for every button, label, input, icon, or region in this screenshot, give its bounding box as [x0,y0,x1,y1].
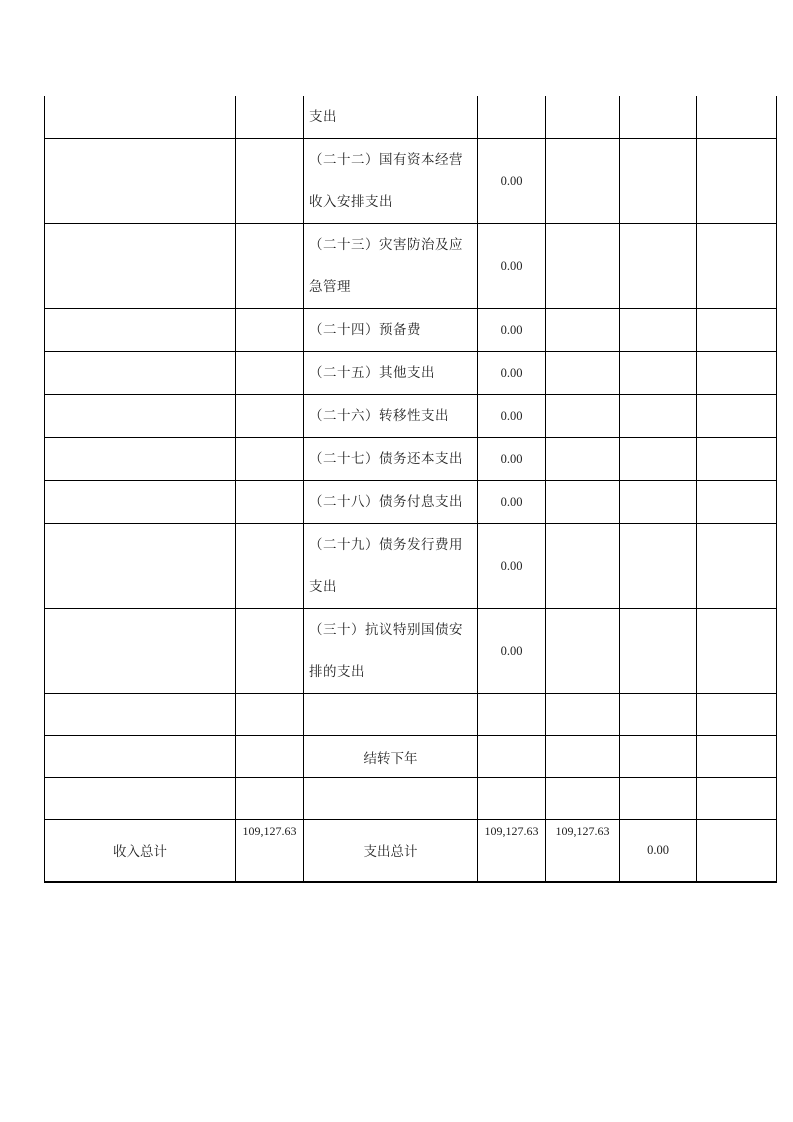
empty-cell [620,736,697,778]
expense-total-label: 支出总计 [304,820,478,882]
expense-total-value: 109,127.63 [478,820,546,882]
table-row [45,481,777,524]
empty-cell [546,778,620,820]
empty-cell [620,438,697,481]
expense-item-name: （二十三）灾害防治及应急管理 [304,224,478,309]
empty-cell [620,395,697,438]
empty-cell [620,524,697,609]
income-amount-cell [236,524,304,609]
expense-item-name: 支出 [304,96,478,139]
empty-cell [620,694,697,736]
empty-cell [236,736,304,778]
table-row [45,395,777,438]
table-row [45,524,777,609]
income-amount-cell [236,224,304,309]
empty-cell [620,309,697,352]
empty-cell [620,96,697,139]
income-item-cell [45,524,236,609]
empty-cell [546,609,620,694]
empty-cell [478,694,546,736]
empty-cell [546,524,620,609]
empty-cell [620,609,697,694]
empty-cell [697,224,777,309]
income-item-cell [45,609,236,694]
empty-cell [546,481,620,524]
empty-cell [546,736,620,778]
expense-amount: 0.00 [478,139,546,224]
table-row [45,778,777,820]
table-row [45,609,777,694]
expense-item-name: （二十二）国有资本经营收入安排支出 [304,139,478,224]
income-item-cell [45,309,236,352]
table-row [45,352,777,395]
empty-cell [236,778,304,820]
empty-cell [478,736,546,778]
income-amount-cell [236,438,304,481]
table-row [45,438,777,481]
empty-cell [697,352,777,395]
budget-table [44,96,777,883]
empty-cell [45,694,236,736]
expense-amount: 0.00 [478,438,546,481]
income-amount-cell [236,481,304,524]
table-row [45,736,777,778]
income-item-cell [45,139,236,224]
empty-cell [697,395,777,438]
empty-cell [620,224,697,309]
empty-cell [697,609,777,694]
income-amount-cell [236,395,304,438]
expense-item-name: （二十四）预备费 [304,309,478,352]
income-item-cell [45,224,236,309]
income-item-cell [45,352,236,395]
budget-table-continuation [44,96,776,883]
expense-amount: 0.00 [478,524,546,609]
expense-amount: 0.00 [478,224,546,309]
table-row [45,139,777,224]
expense-total-general-budget: 109,127.63 [546,820,620,882]
empty-cell [45,778,236,820]
empty-cell [236,694,304,736]
empty-cell [304,694,478,736]
empty-cell [620,778,697,820]
empty-cell [697,694,777,736]
expense-amount: 0.00 [478,609,546,694]
table-row [45,309,777,352]
empty-cell [620,481,697,524]
income-amount-cell [236,309,304,352]
expense-amount: 0.00 [478,352,546,395]
expense-total-government-fund: 0.00 [620,820,697,882]
expense-amount: 0.00 [478,309,546,352]
totals-row [45,820,777,882]
empty-cell [697,309,777,352]
empty-cell [546,395,620,438]
expense-item-name: （二十九）债务发行费用支出 [304,524,478,609]
income-total-value: 109,127.63 [236,820,304,882]
income-amount-cell [236,96,304,139]
expense-item-name: （二十五）其他支出 [304,352,478,395]
expense-item-name: （二十八）债务付息支出 [304,481,478,524]
expense-amount [478,96,546,139]
empty-cell [304,778,478,820]
empty-cell [620,352,697,395]
income-total-label: 收入总计 [45,820,236,882]
income-item-cell [45,438,236,481]
empty-cell [478,778,546,820]
income-amount-cell [236,139,304,224]
income-item-cell [45,395,236,438]
empty-cell [546,438,620,481]
empty-cell [546,139,620,224]
expense-item-name: （三十）抗议特别国债安排的支出 [304,609,478,694]
empty-cell [697,524,777,609]
income-amount-cell [236,609,304,694]
income-item-cell [45,96,236,139]
empty-cell [697,820,777,882]
expense-item-name: （二十六）转移性支出 [304,395,478,438]
empty-cell [697,778,777,820]
empty-cell [620,139,697,224]
table-row [45,96,777,139]
income-amount-cell [236,352,304,395]
carryover-label: 结转下年 [304,736,478,778]
empty-cell [546,224,620,309]
empty-cell [546,309,620,352]
expense-item-name: （二十七）债务还本支出 [304,438,478,481]
expense-amount: 0.00 [478,395,546,438]
expense-amount: 0.00 [478,481,546,524]
empty-cell [546,694,620,736]
empty-cell [697,96,777,139]
income-item-cell [45,481,236,524]
empty-cell [45,736,236,778]
table-row [45,694,777,736]
empty-cell [697,736,777,778]
empty-cell [697,481,777,524]
empty-cell [546,96,620,139]
empty-cell [546,352,620,395]
empty-cell [697,438,777,481]
empty-cell [697,139,777,224]
table-row [45,224,777,309]
